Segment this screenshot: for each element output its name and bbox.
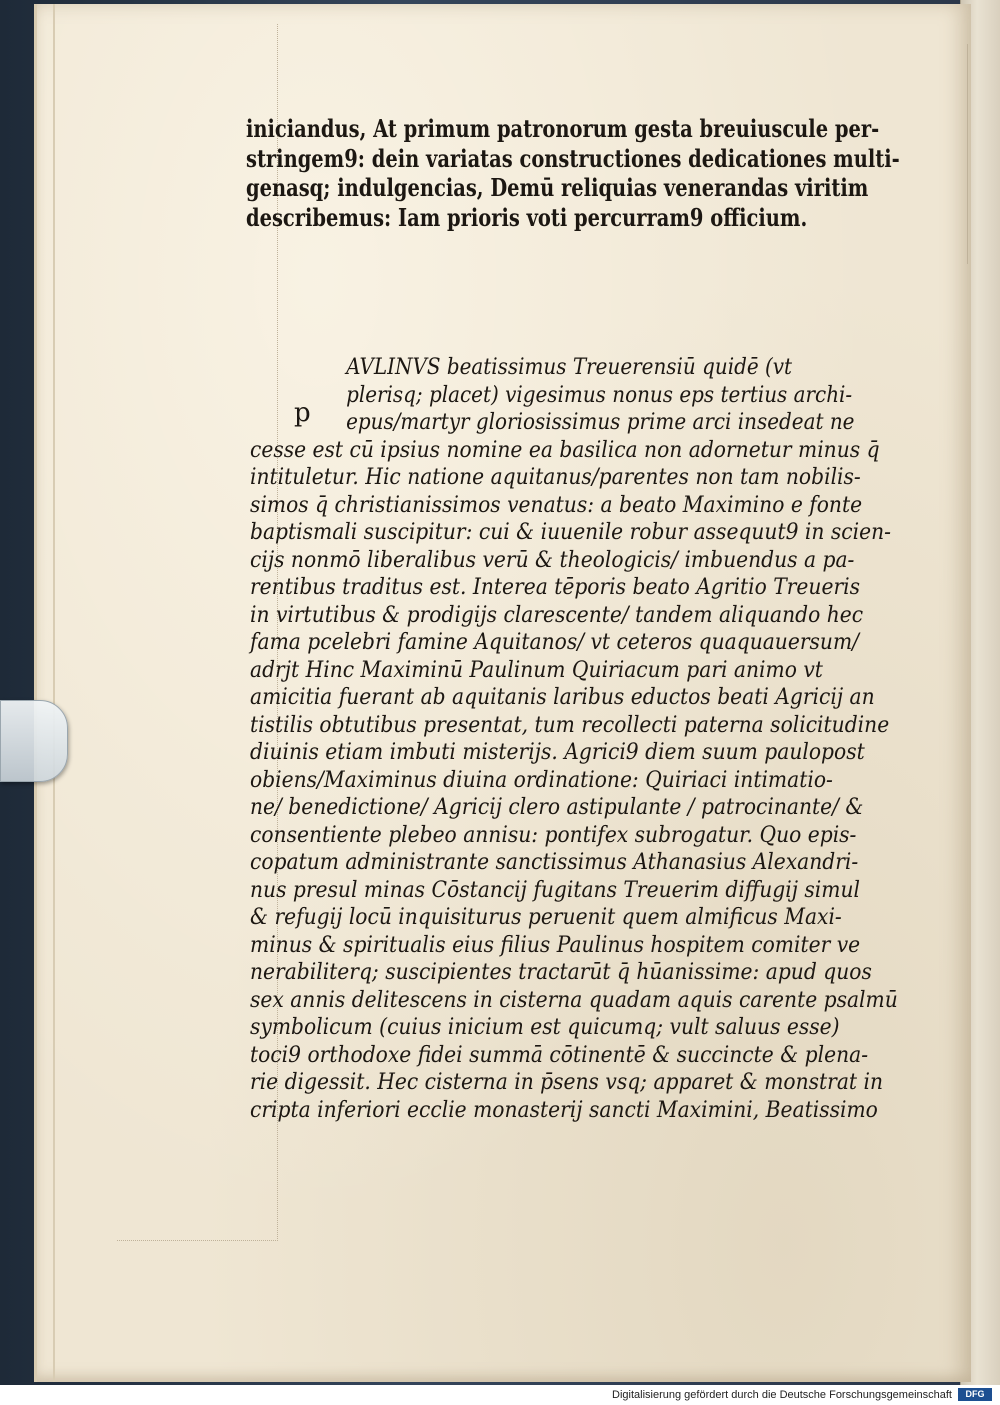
text-line: baptismali suscipitur: cui & iuuenile robur assequut9 in scien-: [250, 520, 891, 545]
main-paragraph: [250, 354, 954, 1124]
dfg-logo: DFG: [958, 1388, 992, 1401]
text-line: nerabiliterq; suscipientes tractarūt q̄ hūanissime: apud quos: [250, 960, 872, 985]
drop-initial-letter: p: [294, 398, 311, 428]
text-line: rentibus traditus est. Interea tēporis beato Agritio Treueris: [250, 575, 861, 600]
intro-line: stringem9: dein variatas constructiones dedicationes multi-: [246, 143, 900, 173]
text-line: cijs nonmō liberalibus verū & theologicis/ imbuendus a pa-: [250, 547, 855, 573]
text-line: & refugij locū inquisiturus peruenit quem almificus Maxi-: [250, 905, 842, 930]
text-line: intituletur. Hic natione aquitanus/parentes non tam nobilis-: [250, 465, 861, 490]
text-line: minus & spiritualis eius filius Paulinus hospitem comiter ve: [250, 932, 861, 958]
digitization-footer: [0, 1385, 1000, 1405]
text-line: cesse est cū ipsius nomine ea basilica non adornetur minus q̄: [250, 437, 880, 463]
intro-line: describemus: Iam prioris voti percurram9 officium.: [246, 202, 808, 232]
text-line: epus/martyr gloriosissimus prime arci insedeat ne: [346, 410, 855, 435]
text-line: in virtutibus & prodigijs clarescente/ tandem aliquando hec: [250, 602, 864, 628]
book-clamp-clip: [0, 700, 68, 782]
text-line: cripta inferiori ecclie monasterij sancti Maximini, Beatissimo: [250, 1097, 878, 1123]
text-line: fama pcelebri famine Aquitanos/ vt ceteros quaquauersum/: [250, 630, 859, 655]
text-line: consentiente plebeo annisu: pontifex subrogatur. Quo epis-: [250, 822, 857, 848]
funding-credit: Digitalisierung gefördert durch die Deutsche Forschungsgemeinschaft: [612, 1389, 952, 1401]
text-line: toci9 orthodoxe fidei summā cōtinentē & succincte & plena-: [250, 1042, 869, 1068]
text-line: tistilis obtutibus presentat, tum recollecti paterna solicitudine: [250, 712, 890, 738]
text-line: symbolicum (cuius inicium est quicumq; vult saluus esse): [250, 1015, 840, 1040]
text-line: adrjt Hinc Maximinū Paulinum Quiriacum pari animo vt: [250, 657, 823, 683]
intro-line: genasq; indulgencias, Demū reliquias venerandas viritim: [246, 173, 869, 202]
intro-line: iniciandus, At primum patronorum gesta breuiuscule per-: [246, 114, 880, 143]
text-line: amicitia fuerant ab aquitanis laribus eductos beati Agricij an: [250, 685, 875, 710]
text-line: diuinis etiam imbuti misterijs. Agrici9 diem suum paulopost: [250, 740, 865, 765]
text-line: sex annis delitescens in cisterna quadam aquis carente psalmū: [250, 987, 898, 1013]
text-line: rie digessit. Hec cisterna in p̄sens vsq; apparet & monstrat in: [250, 1070, 884, 1095]
text-line: AVLINVS beatissimus Treuerensiū quidē (vt: [346, 355, 793, 380]
text-line: copatum administrante sanctissimus Athanasius Alexandri-: [250, 850, 859, 875]
page-gutter-edge: [53, 4, 55, 1382]
text-line: plerisq; placet) vigesimus nonus eps tertius archi-: [346, 382, 853, 408]
text-line: simos q̄ christianissimos venatus: a beato Maximino e fonte: [250, 492, 863, 518]
intro-paragraph: [246, 114, 1000, 232]
text-line: nus presul minas Cōstancij fugitans Treuerim diffugij simul: [250, 877, 861, 903]
text-line: ne/ benedictione/ Agricij clero astipulante / patrocinante/ &: [250, 795, 864, 820]
text-line: obiens/Maximinus diuina ordinatione: Quiriaci intimatio-: [250, 767, 833, 793]
